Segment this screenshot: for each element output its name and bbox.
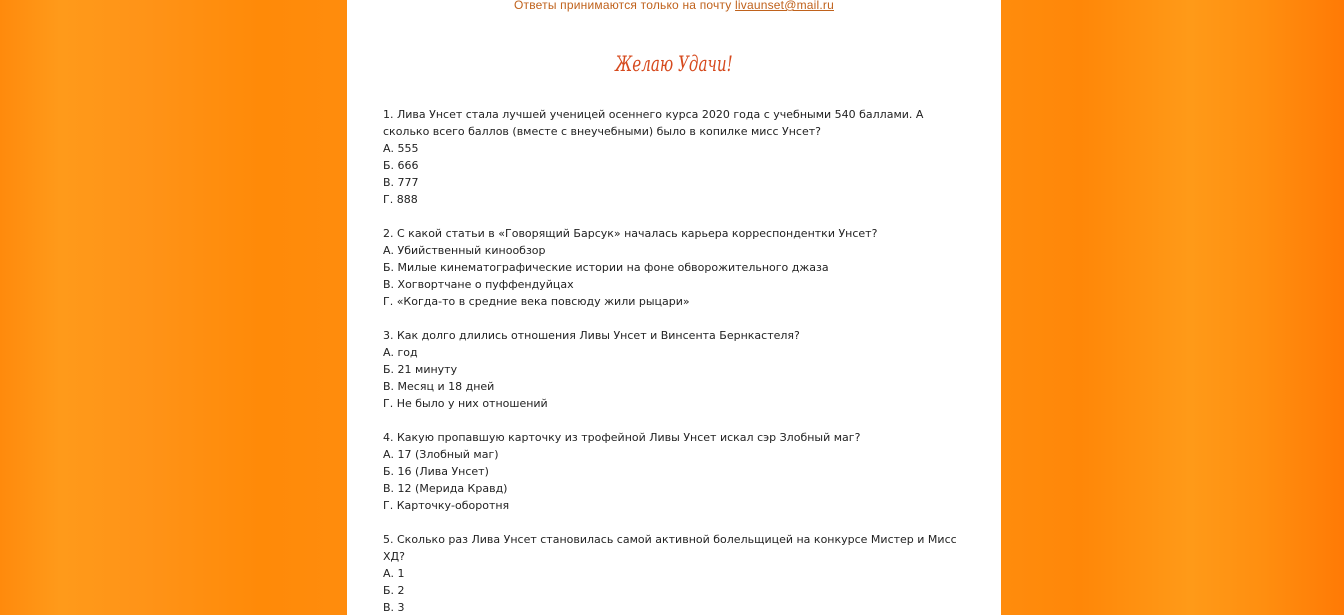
question-4	[383, 429, 973, 514]
answers-note	[347, 0, 1001, 12]
answer-option: Б. 21 минуту	[383, 363, 458, 376]
answer-option: А. Убийственный кинообзор	[383, 244, 546, 257]
question-2	[383, 225, 973, 310]
answer-option: А. год	[383, 346, 418, 359]
answer-option: Б. 2	[383, 584, 405, 597]
answer-option: Б. 666	[383, 159, 419, 172]
answer-option: А. 555	[383, 142, 419, 155]
answer-option: А. 1	[383, 567, 405, 580]
answer-option: Г. «Когда-то в средние века повсюду жили рыцари»	[383, 295, 690, 308]
answer-option: В. 3	[383, 601, 405, 614]
answers-note-text: Ответы принимаются только на почту	[513, 0, 732, 12]
content-panel	[347, 0, 1001, 615]
question-1	[383, 106, 973, 208]
question-text: 1. Лива Унсет стала лучшей ученицей осеннего курса 2020 года с учебными 540 баллами. А сколько всего баллов (вместе с внеучебными) было в копилке мисс Унсет?	[383, 108, 924, 138]
answer-option: А. 17 (Злобный маг)	[383, 448, 499, 461]
question-3	[383, 327, 973, 412]
quiz-questions	[383, 106, 973, 615]
question-text: 5. Сколько раз Лива Унсет становилась самой активной болельщицей на конкурсе Мистер и Мисс ХД?	[383, 533, 957, 563]
good-luck-heading: Желаю Удачи!	[615, 52, 733, 76]
email-link[interactable]: livaunset@mail.ru	[735, 0, 834, 12]
answer-option: Г. Карточку-оборотня	[383, 499, 510, 512]
answer-option: Г. 888	[383, 193, 418, 206]
answer-option: В. Хогвортчане о пуффендуйцах	[383, 278, 574, 291]
answer-option: Б. 16 (Лива Унсет)	[383, 465, 489, 478]
question-text: 3. Как долго длились отношения Ливы Унсет и Винсента Бернкастеля?	[383, 329, 800, 342]
answer-option: Б. Милые кинематографические истории на фоне обворожительного джаза	[383, 261, 829, 274]
question-text: 4. Какую пропавшую карточку из трофейной Ливы Унсет искал сэр Злобный маг?	[383, 431, 861, 444]
question-5	[383, 531, 973, 615]
answer-option: В. 777	[383, 176, 419, 189]
answer-option: В. 12 (Мерида Кравд)	[383, 482, 508, 495]
answer-option: В. Месяц и 18 дней	[383, 380, 495, 393]
answer-option: Г. Не было у них отношений	[383, 397, 548, 410]
question-text: 2. С какой статьи в «Говорящий Барсук» началась карьера корреспондентки Унсет?	[383, 227, 878, 240]
